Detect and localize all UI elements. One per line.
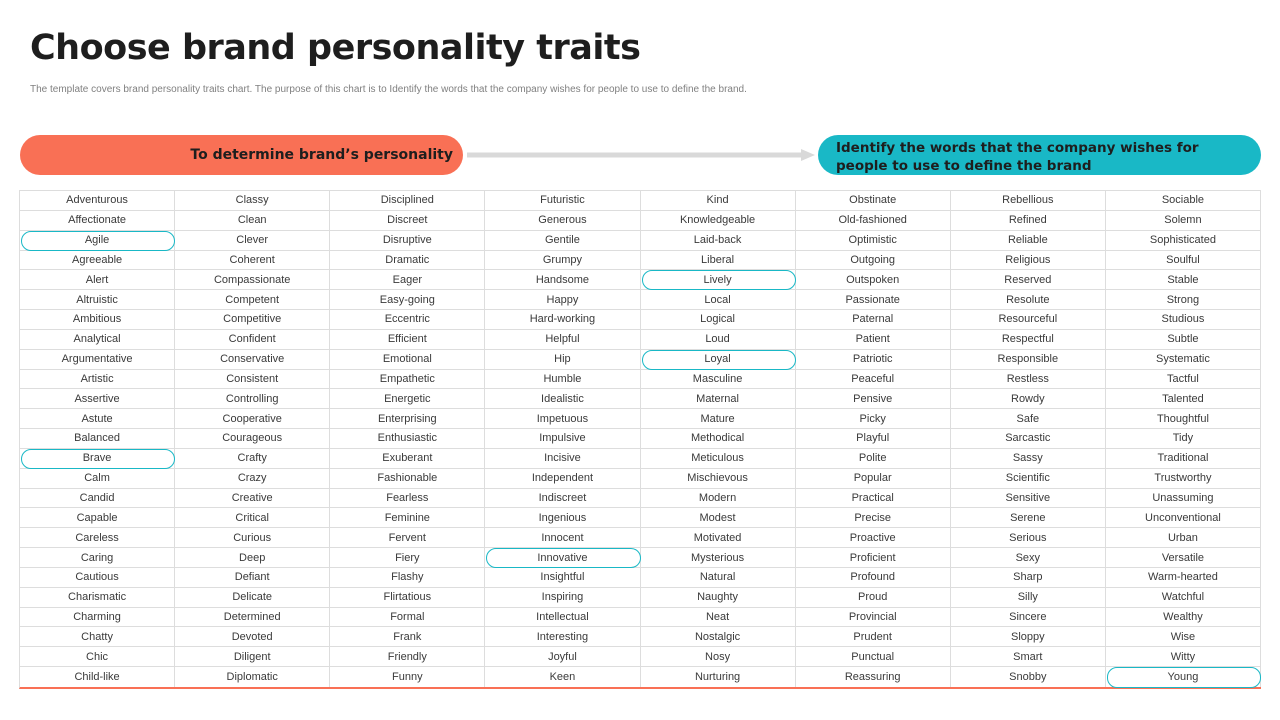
trait-cell: Solemn <box>1106 211 1261 231</box>
trait-cell: Laid-back <box>641 231 796 251</box>
trait-cell: Insightful <box>485 568 640 588</box>
traits-column <box>175 191 330 687</box>
trait-cell: Adventurous <box>20 191 175 211</box>
trait-cell: Smart <box>951 647 1106 667</box>
trait-cell: Unassuming <box>1106 489 1261 509</box>
trait-cell: Logical <box>641 310 796 330</box>
trait-cell: Sharp <box>951 568 1106 588</box>
trait-cell: Profound <box>796 568 951 588</box>
trait-cell: Unconventional <box>1106 508 1261 528</box>
trait-cell: Ingenious <box>485 508 640 528</box>
trait-cell: Efficient <box>330 330 485 350</box>
trait-cell: Proficient <box>796 548 951 568</box>
trait-cell: Safe <box>951 409 1106 429</box>
trait-cell: Tactful <box>1106 370 1261 390</box>
trait-cell: Fiery <box>330 548 485 568</box>
trait-cell: Religious <box>951 251 1106 271</box>
trait-cell: Resourceful <box>951 310 1106 330</box>
trait-cell: Neat <box>641 608 796 628</box>
trait-cell: Serious <box>951 528 1106 548</box>
trait-cell: Wealthy <box>1106 608 1261 628</box>
trait-cell: Clean <box>175 211 330 231</box>
trait-cell: Child-like <box>20 667 175 687</box>
trait-cell: Proud <box>796 588 951 608</box>
trait-cell: Punctual <box>796 647 951 667</box>
trait-cell: Naughty <box>641 588 796 608</box>
trait-cell: Reliable <box>951 231 1106 251</box>
trait-cell: Urban <box>1106 528 1261 548</box>
trait-cell: Outgoing <box>796 251 951 271</box>
trait-cell-selected: Lively <box>641 270 796 290</box>
trait-cell: Emotional <box>330 350 485 370</box>
trait-cell: Nosy <box>641 647 796 667</box>
trait-cell: Generous <box>485 211 640 231</box>
trait-cell: Silly <box>951 588 1106 608</box>
trait-cell: Paternal <box>796 310 951 330</box>
trait-cell: Respectful <box>951 330 1106 350</box>
trait-cell: Nostalgic <box>641 627 796 647</box>
trait-cell: Enthusiastic <box>330 429 485 449</box>
trait-cell: Classy <box>175 191 330 211</box>
trait-cell: Friendly <box>330 647 485 667</box>
page-title: Choose brand personality traits <box>30 28 641 68</box>
trait-cell: Funny <box>330 667 485 687</box>
trait-cell: Competitive <box>175 310 330 330</box>
trait-cell: Grumpy <box>485 251 640 271</box>
trait-cell-selected: Brave <box>20 449 175 469</box>
trait-cell: Precise <box>796 508 951 528</box>
trait-cell: Rebellious <box>951 191 1106 211</box>
trait-cell: Sexy <box>951 548 1106 568</box>
trait-cell: Systematic <box>1106 350 1261 370</box>
trait-cell: Studious <box>1106 310 1261 330</box>
trait-cell: Assertive <box>20 389 175 409</box>
trait-cell: Disruptive <box>330 231 485 251</box>
trait-cell: Peaceful <box>796 370 951 390</box>
step-identify-words-label: Identify the words that the company wishes for people to use to define the brand <box>836 139 1199 174</box>
trait-cell: Patient <box>796 330 951 350</box>
trait-cell: Interesting <box>485 627 640 647</box>
trait-cell: Prudent <box>796 627 951 647</box>
trait-cell: Snobby <box>951 667 1106 687</box>
trait-cell: Empathetic <box>330 370 485 390</box>
trait-cell: Eager <box>330 270 485 290</box>
trait-cell: Candid <box>20 489 175 509</box>
trait-cell: Mature <box>641 409 796 429</box>
trait-cell: Analytical <box>20 330 175 350</box>
trait-cell: Futuristic <box>485 191 640 211</box>
trait-cell: Affectionate <box>20 211 175 231</box>
trait-cell: Sincere <box>951 608 1106 628</box>
trait-cell: Competent <box>175 290 330 310</box>
trait-cell: Patriotic <box>796 350 951 370</box>
trait-cell: Critical <box>175 508 330 528</box>
trait-cell: Compassionate <box>175 270 330 290</box>
trait-cell: Hip <box>485 350 640 370</box>
trait-cell: Artistic <box>20 370 175 390</box>
trait-cell: Sloppy <box>951 627 1106 647</box>
trait-cell: Discreet <box>330 211 485 231</box>
trait-cell: Argumentative <box>20 350 175 370</box>
trait-cell: Mysterious <box>641 548 796 568</box>
trait-cell: Resolute <box>951 290 1106 310</box>
page-subtitle: The template covers brand personality traits chart. The purpose of this chart is to Identify the words that the company wishes for people to use to define the brand. <box>30 84 747 95</box>
trait-cell: Clever <box>175 231 330 251</box>
trait-cell: Sarcastic <box>951 429 1106 449</box>
trait-cell: Local <box>641 290 796 310</box>
trait-cell: Coherent <box>175 251 330 271</box>
trait-cell: Sophisticated <box>1106 231 1261 251</box>
trait-cell-selected: Young <box>1106 667 1261 687</box>
trait-cell: Motivated <box>641 528 796 548</box>
trait-cell-selected: Loyal <box>641 350 796 370</box>
trait-cell: Caring <box>20 548 175 568</box>
trait-cell: Rowdy <box>951 389 1106 409</box>
trait-cell: Independent <box>485 469 640 489</box>
trait-cell: Astute <box>20 409 175 429</box>
trait-cell: Restless <box>951 370 1106 390</box>
trait-cell: Warm-hearted <box>1106 568 1261 588</box>
trait-cell: Calm <box>20 469 175 489</box>
trait-cell: Controlling <box>175 389 330 409</box>
trait-cell: Confident <box>175 330 330 350</box>
traits-column <box>485 191 640 687</box>
trait-cell: Cooperative <box>175 409 330 429</box>
trait-cell: Kind <box>641 191 796 211</box>
trait-cell: Intellectual <box>485 608 640 628</box>
trait-cell: Frank <box>330 627 485 647</box>
trait-cell: Playful <box>796 429 951 449</box>
trait-cell: Alert <box>20 270 175 290</box>
trait-cell: Traditional <box>1106 449 1261 469</box>
trait-cell: Consistent <box>175 370 330 390</box>
trait-cell: Conservative <box>175 350 330 370</box>
trait-cell: Ambitious <box>20 310 175 330</box>
trait-cell: Nurturing <box>641 667 796 687</box>
trait-cell: Charismatic <box>20 588 175 608</box>
traits-column <box>641 191 796 687</box>
trait-cell: Curious <box>175 528 330 548</box>
trait-cell: Indiscreet <box>485 489 640 509</box>
trait-cell: Talented <box>1106 389 1261 409</box>
trait-cell: Keen <box>485 667 640 687</box>
trait-cell: Creative <box>175 489 330 509</box>
trait-cell: Flashy <box>330 568 485 588</box>
trait-cell: Liberal <box>641 251 796 271</box>
trait-cell: Reassuring <box>796 667 951 687</box>
trait-cell: Subtle <box>1106 330 1261 350</box>
trait-cell: Knowledgeable <box>641 211 796 231</box>
trait-cell: Maternal <box>641 389 796 409</box>
trait-cell: Optimistic <box>796 231 951 251</box>
traits-table <box>19 190 1261 689</box>
trait-cell: Polite <box>796 449 951 469</box>
trait-cell: Meticulous <box>641 449 796 469</box>
trait-cell: Determined <box>175 608 330 628</box>
trait-cell: Picky <box>796 409 951 429</box>
trait-cell: Strong <box>1106 290 1261 310</box>
trait-cell: Innocent <box>485 528 640 548</box>
trait-cell: Chatty <box>20 627 175 647</box>
trait-cell: Old-fashioned <box>796 211 951 231</box>
trait-cell: Crafty <box>175 449 330 469</box>
traits-column <box>951 191 1106 687</box>
trait-cell: Helpful <box>485 330 640 350</box>
trait-cell: Careless <box>20 528 175 548</box>
trait-cell: Methodical <box>641 429 796 449</box>
trait-cell: Obstinate <box>796 191 951 211</box>
trait-cell: Diplomatic <box>175 667 330 687</box>
trait-cell: Joyful <box>485 647 640 667</box>
step-identify-words <box>818 135 1261 175</box>
trait-cell: Disciplined <box>330 191 485 211</box>
trait-cell: Capable <box>20 508 175 528</box>
trait-cell: Courageous <box>175 429 330 449</box>
trait-cell: Sociable <box>1106 191 1261 211</box>
trait-cell: Cautious <box>20 568 175 588</box>
trait-cell: Inspiring <box>485 588 640 608</box>
trait-cell: Exuberant <box>330 449 485 469</box>
trait-cell: Humble <box>485 370 640 390</box>
step-determine-personality <box>20 135 463 175</box>
traits-column <box>330 191 485 687</box>
trait-cell: Devoted <box>175 627 330 647</box>
trait-cell-selected: Innovative <box>485 548 640 568</box>
trait-cell: Gentile <box>485 231 640 251</box>
trait-cell: Diligent <box>175 647 330 667</box>
trait-cell: Eccentric <box>330 310 485 330</box>
trait-cell: Altruistic <box>20 290 175 310</box>
trait-cell: Witty <box>1106 647 1261 667</box>
trait-cell: Loud <box>641 330 796 350</box>
trait-cell: Defiant <box>175 568 330 588</box>
traits-column <box>796 191 951 687</box>
trait-cell: Fashionable <box>330 469 485 489</box>
trait-cell: Tidy <box>1106 429 1261 449</box>
trait-cell: Masculine <box>641 370 796 390</box>
trait-cell: Deep <box>175 548 330 568</box>
trait-cell: Modest <box>641 508 796 528</box>
trait-cell: Soulful <box>1106 251 1261 271</box>
trait-cell: Scientific <box>951 469 1106 489</box>
trait-cell: Versatile <box>1106 548 1261 568</box>
trait-cell: Pensive <box>796 389 951 409</box>
trait-cell: Balanced <box>20 429 175 449</box>
trait-cell: Modern <box>641 489 796 509</box>
trait-cell: Idealistic <box>485 389 640 409</box>
trait-cell: Delicate <box>175 588 330 608</box>
flow-arrow-icon <box>467 149 815 161</box>
trait-cell: Dramatic <box>330 251 485 271</box>
trait-cell: Thoughtful <box>1106 409 1261 429</box>
trait-cell: Fervent <box>330 528 485 548</box>
trait-cell: Passionate <box>796 290 951 310</box>
trait-cell: Sensitive <box>951 489 1106 509</box>
trait-cell: Impulsive <box>485 429 640 449</box>
trait-cell: Provincial <box>796 608 951 628</box>
trait-cell: Handsome <box>485 270 640 290</box>
trait-cell: Refined <box>951 211 1106 231</box>
trait-cell: Trustworthy <box>1106 469 1261 489</box>
trait-cell: Enterprising <box>330 409 485 429</box>
traits-column <box>20 191 175 687</box>
trait-cell: Feminine <box>330 508 485 528</box>
trait-cell: Hard-working <box>485 310 640 330</box>
trait-cell: Responsible <box>951 350 1106 370</box>
trait-cell: Easy-going <box>330 290 485 310</box>
step-determine-personality-label: To determine brand’s personality <box>190 147 453 163</box>
trait-cell: Popular <box>796 469 951 489</box>
trait-cell: Fearless <box>330 489 485 509</box>
trait-cell: Sassy <box>951 449 1106 469</box>
trait-cell: Crazy <box>175 469 330 489</box>
trait-cell: Reserved <box>951 270 1106 290</box>
trait-cell: Wise <box>1106 627 1261 647</box>
trait-cell: Flirtatious <box>330 588 485 608</box>
trait-cell: Practical <box>796 489 951 509</box>
trait-cell-selected: Agile <box>20 231 175 251</box>
traits-column <box>1106 191 1261 687</box>
trait-cell: Incisive <box>485 449 640 469</box>
trait-cell: Stable <box>1106 270 1261 290</box>
trait-cell: Outspoken <box>796 270 951 290</box>
trait-cell: Formal <box>330 608 485 628</box>
trait-cell: Proactive <box>796 528 951 548</box>
trait-cell: Energetic <box>330 389 485 409</box>
trait-cell: Serene <box>951 508 1106 528</box>
trait-cell: Impetuous <box>485 409 640 429</box>
trait-cell: Mischievous <box>641 469 796 489</box>
trait-cell: Chic <box>20 647 175 667</box>
trait-cell: Natural <box>641 568 796 588</box>
trait-cell: Watchful <box>1106 588 1261 608</box>
trait-cell: Happy <box>485 290 640 310</box>
trait-cell: Agreeable <box>20 251 175 271</box>
trait-cell: Charming <box>20 608 175 628</box>
